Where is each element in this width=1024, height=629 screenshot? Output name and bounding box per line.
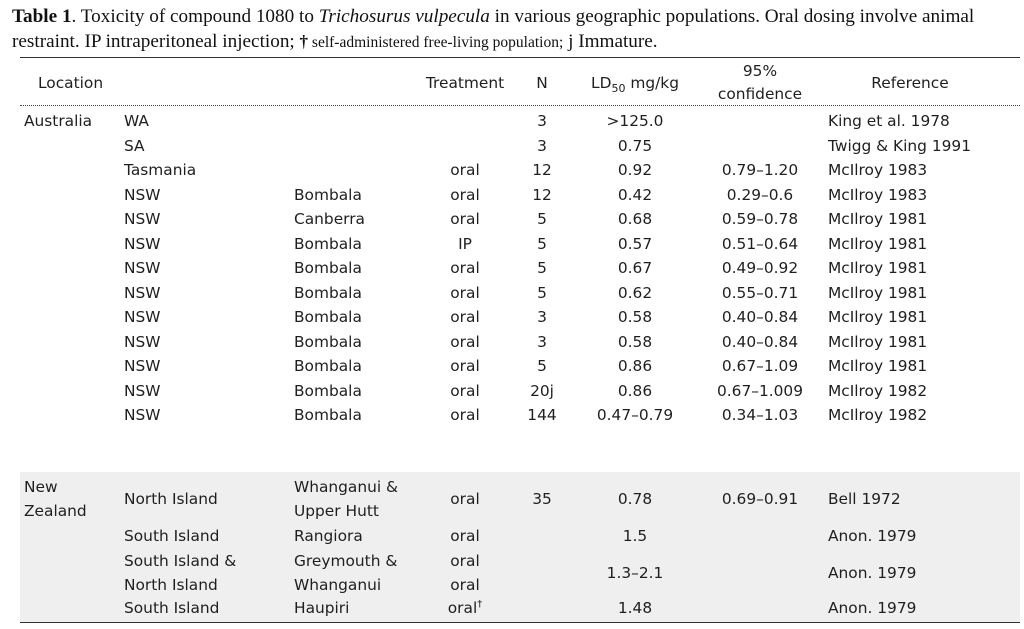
nz-row1-site-line1: Whanganui &: [294, 478, 399, 496]
au-cell-n: 5: [537, 283, 547, 302]
au-cell-ci: 0.34–1.03: [721, 406, 799, 424]
header-ci-line1: 95%: [742, 62, 778, 80]
au-cell-treatment: oral: [450, 357, 480, 375]
au-cell-ld50: 0.58: [617, 332, 653, 351]
au-cell-site: Bombala: [294, 283, 362, 302]
au-cell-ld50: 0.42: [617, 185, 653, 204]
ld50-subscript: 50: [611, 82, 626, 96]
nz-row2-site: Rangiora: [294, 527, 363, 545]
location-nz-line1: New: [24, 478, 58, 496]
nz-row3-treatment-line1: oral: [450, 552, 480, 570]
header-reference: Reference: [871, 74, 949, 92]
nz-row4-ld50: 1.48: [617, 599, 653, 617]
au-cell-n: 5: [537, 210, 547, 228]
au-cell-ld50: 0.57: [617, 234, 653, 253]
au-cell-region: NSW: [124, 210, 161, 228]
dagger-superscript: †: [477, 598, 483, 610]
dagger-symbol: †: [299, 32, 309, 51]
nz-row3-treatment-line2: oral: [450, 576, 480, 594]
au-cell-region: NSW: [124, 308, 161, 326]
au-cell-ld50: 0.86: [617, 381, 653, 400]
au-cell-treatment: oral: [450, 332, 480, 351]
au-cell-treatment: oral: [450, 185, 480, 204]
header-location: Location: [38, 74, 104, 92]
au-cell-region: Tasmania: [124, 161, 197, 179]
au-cell-ld50: 0.58: [617, 308, 653, 326]
au-cell-site: Bombala: [294, 381, 362, 400]
au-cell-ld50: 0.68: [617, 210, 653, 228]
nz-row3-region-line2: North Island: [124, 576, 218, 594]
caption-text-post: in various geographic populations. Oral dosing involve animal restraint. IP intraperitoneal injection;: [12, 6, 975, 52]
au-cell-ci: 0.59–0.78: [721, 210, 799, 228]
nz-row2-ld50: 1.5: [622, 527, 648, 545]
au-cell-ci: 0.67–1.09: [721, 357, 799, 375]
au-cell-site: Bombala: [294, 332, 362, 351]
au-cell-region: NSW: [124, 357, 161, 375]
au-cell-n: 5: [537, 234, 547, 253]
au-cell-n: 3: [537, 136, 547, 155]
au-cell-ref: McIlroy 1981: [828, 259, 928, 277]
au-cell-treatment: oral: [450, 381, 480, 400]
au-cell-n: 12: [532, 161, 552, 179]
au-cell-treatment: oral: [450, 161, 480, 179]
nz-row1-n: 35: [532, 490, 552, 508]
au-cell-treatment: oral: [450, 210, 480, 228]
au-cell-n: 3: [537, 308, 547, 326]
nz-row4-treatment: oral†: [447, 598, 483, 617]
au-cell-treatment: oral: [450, 259, 480, 277]
au-cell-n: 144: [527, 406, 557, 424]
nz-row4-reference: Anon. 1979: [828, 599, 917, 617]
au-cell-ld50: >125.0: [606, 112, 664, 130]
au-cell-region: NSW: [124, 406, 161, 424]
au-cell-region: NSW: [124, 283, 161, 302]
nz-row2-region: South Island: [124, 527, 220, 545]
nz-row3-site-line2: Whanganui: [294, 576, 382, 594]
au-cell-ref: McIlroy 1981: [828, 283, 928, 302]
caption-text-pre: . Toxicity of compound 1080 to: [71, 6, 319, 27]
au-cell-ld50: 0.47–0.79: [596, 406, 674, 424]
location-nz-line2: Zealand: [24, 502, 87, 520]
nz-row1-ci: 0.69–0.91: [721, 490, 799, 508]
au-cell-ref: McIlroy 1983: [828, 185, 928, 204]
table-top-rule: [20, 57, 1020, 58]
au-cell-ld50: 0.62: [617, 283, 653, 302]
toxicity-table: [20, 57, 1020, 624]
au-cell-ci: 0.49–0.92: [721, 259, 799, 277]
nz-row3-ld50: 1.3–2.1: [606, 564, 664, 582]
au-cell-site: Bombala: [294, 259, 362, 277]
nz-row4-region: South Island: [124, 599, 220, 617]
au-cell-ld50: 0.86: [617, 357, 653, 375]
au-cell-ci: 0.51–0.64: [721, 234, 799, 253]
caption-immature-note: j Immature.: [563, 31, 658, 52]
au-cell-ci: 0.67–1.009: [716, 381, 804, 400]
nz-row1-reference: Bell 1972: [828, 490, 901, 508]
au-cell-ci: 0.55–0.71: [721, 283, 799, 302]
caption-dagger-note: self-administered free-living population;: [308, 34, 564, 51]
header-divider: [20, 105, 1020, 106]
nz-row1-treatment: oral: [450, 490, 480, 508]
au-cell-treatment: oral: [450, 406, 480, 424]
nz-row1-site-line2: Upper Hutt: [294, 502, 379, 520]
au-cell-region: SA: [124, 136, 145, 155]
table-caption: [12, 4, 1020, 55]
au-cell-ci: 0.79–1.20: [721, 161, 799, 179]
au-cell-site: Bombala: [294, 406, 362, 424]
au-cell-region: NSW: [124, 185, 161, 204]
au-cell-ref: McIlroy 1981: [828, 357, 928, 375]
location-australia: Australia: [24, 112, 93, 130]
header-ld50: $LD_{50}$ mg/kg: [591, 74, 679, 96]
nz-row2-treatment: oral: [450, 527, 480, 545]
au-cell-n: 3: [537, 332, 547, 351]
au-cell-n: 5: [537, 259, 547, 277]
au-cell-ref: McIlroy 1983: [828, 161, 928, 179]
au-cell-ld50: 0.75: [617, 136, 653, 155]
au-cell-ci: 0.40–0.84: [721, 332, 799, 351]
au-cell-ld50: 0.67: [617, 259, 653, 277]
au-cell-ref: King et al. 1978: [828, 112, 950, 130]
header-treatment: Treatment: [425, 74, 505, 92]
au-cell-site: Bombala: [294, 308, 362, 326]
au-cell-region: NSW: [124, 332, 161, 351]
au-cell-region: NSW: [124, 381, 161, 400]
au-cell-ref: McIlroy 1982: [828, 381, 928, 400]
au-cell-ci: 0.40–0.84: [721, 308, 799, 326]
nz-row1-ld50: 0.78: [617, 490, 653, 508]
au-cell-n: 3: [537, 112, 547, 130]
table-bottom-rule: [20, 622, 1020, 623]
nz-row3-region-line1: South Island &: [124, 552, 237, 570]
au-cell-n: 5: [537, 357, 547, 375]
au-cell-treatment: oral: [450, 283, 480, 302]
au-cell-region: NSW: [124, 259, 161, 277]
au-cell-site: Bombala: [294, 357, 362, 375]
au-cell-treatment: oral: [450, 308, 480, 326]
au-cell-treatment: IP: [458, 234, 472, 253]
au-cell-region: NSW: [124, 234, 161, 253]
header-n: N: [536, 74, 548, 92]
au-cell-region: WA: [124, 112, 149, 130]
au-cell-ci: 0.29–0.6: [726, 185, 794, 204]
nz-row2-reference: Anon. 1979: [828, 527, 917, 545]
au-cell-ld50: 0.92: [617, 161, 653, 179]
au-cell-ref: McIlroy 1981: [828, 234, 928, 253]
au-cell-ref: Twigg & King 1991: [828, 136, 971, 155]
caption-species: Trichosurus vulpecula: [318, 6, 490, 27]
au-cell-site: Bombala: [294, 185, 362, 204]
nz-row1-region: North Island: [124, 490, 218, 508]
caption-label: Table 1: [12, 6, 72, 27]
au-cell-site: Bombala: [294, 234, 362, 253]
nz-row3-site-line1: Greymouth &: [294, 552, 398, 570]
nz-row4-site: Haupiri: [294, 599, 350, 617]
nz-row3-reference: Anon. 1979: [828, 564, 917, 582]
au-cell-n: 20j: [530, 381, 554, 400]
au-cell-n: 12: [532, 185, 552, 204]
au-cell-ref: McIlroy 1982: [828, 406, 928, 424]
au-cell-ref: McIlroy 1981: [828, 332, 928, 351]
au-cell-ref: McIlroy 1981: [828, 308, 928, 326]
au-cell-site: Canberra: [294, 210, 365, 228]
header-ci-line2: confidence: [717, 85, 803, 103]
au-cell-ref: McIlroy 1981: [828, 210, 928, 228]
